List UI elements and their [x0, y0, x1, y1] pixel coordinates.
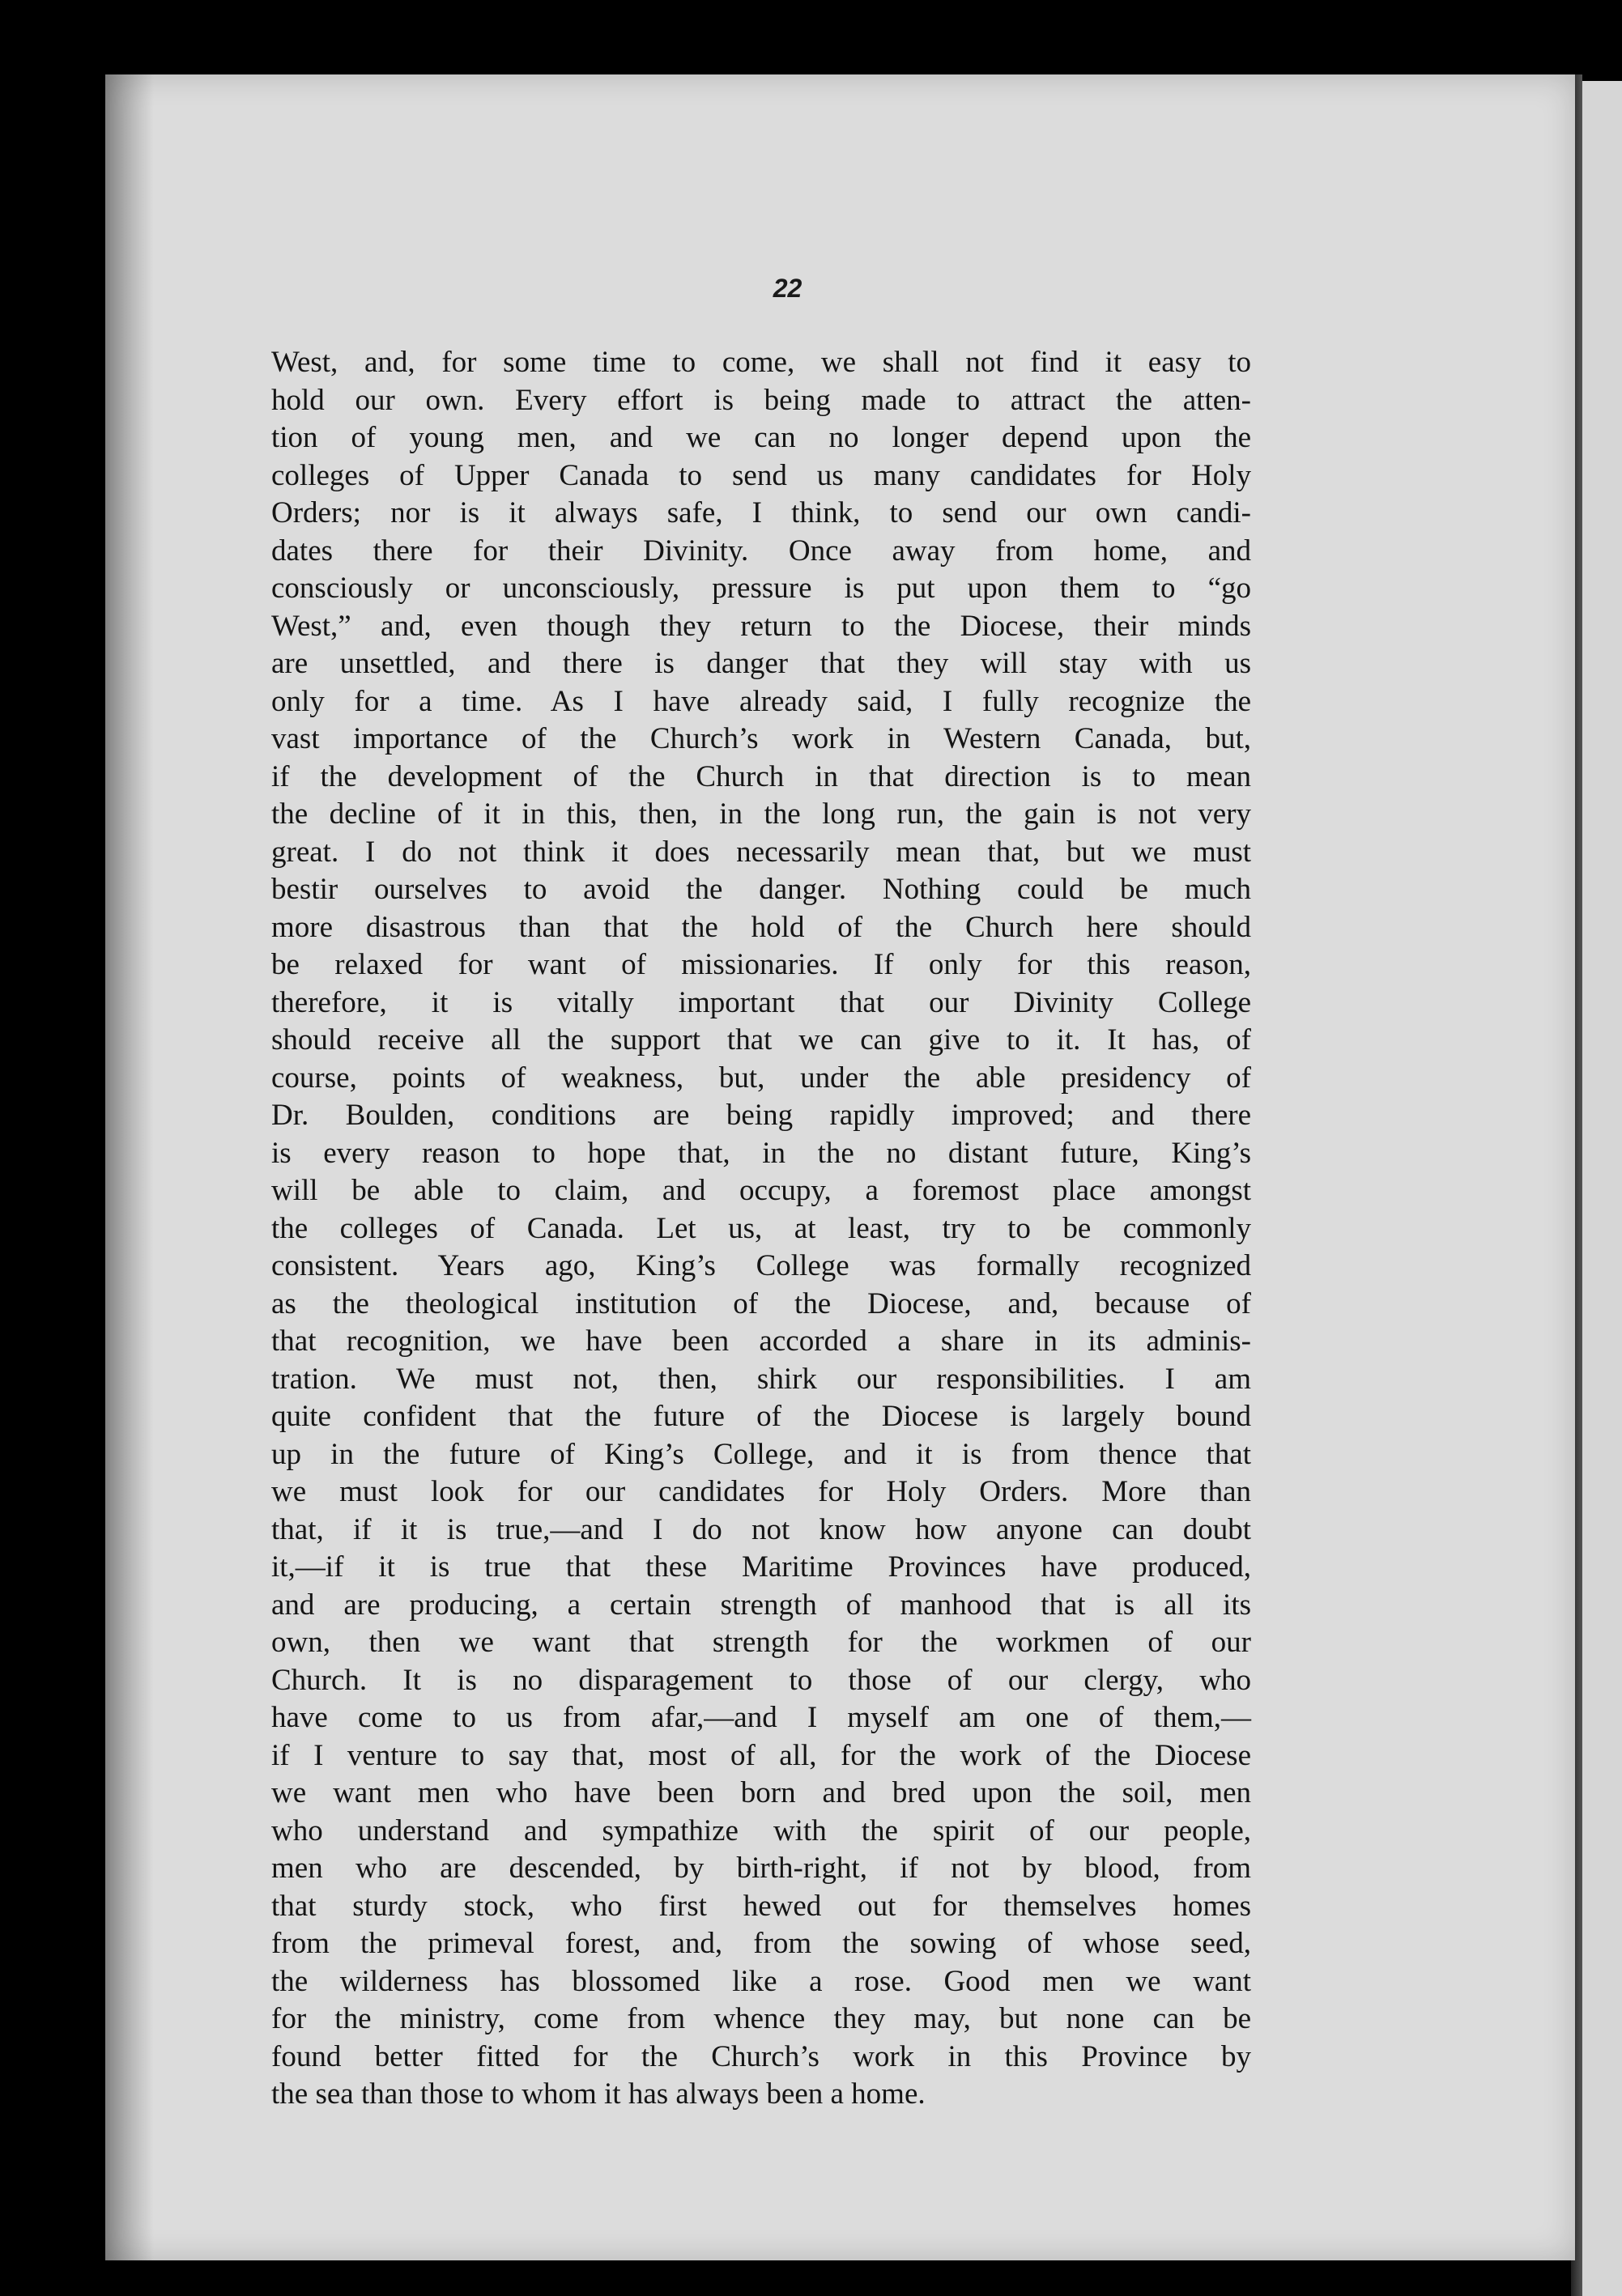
- text-line: tion of young men, and we can no longer depend upon the: [271, 421, 1251, 454]
- text-line: will be able to claim, and occupy, a foremost place amongst: [271, 1174, 1251, 1207]
- text-line: the sea than those to whom it has always been a home.: [271, 2077, 926, 2111]
- text-line: consistent. Years ago, King’s College was formally recognized: [271, 1249, 1251, 1282]
- text-line: should receive all the support that we can give to it. It has, of: [271, 1023, 1251, 1057]
- text-line: dates there for their Divinity. Once away from home, and: [271, 534, 1251, 568]
- text-line: and are producing, a certain strength of manhood that is all its: [271, 1588, 1251, 1622]
- text-line: Church. It is no disparagement to those of our clergy, who: [271, 1663, 1251, 1697]
- page-binding-shadow: [105, 74, 154, 2260]
- text-line: West, and, for some time to come, we shall not find it easy to: [271, 346, 1251, 379]
- text-line: tration. We must not, then, shirk our responsibilities. I am: [271, 1362, 1251, 1396]
- page-number: 22: [773, 274, 802, 303]
- text-line: quite confident that the future of the Diocese is largely bound: [271, 1400, 1251, 1433]
- text-line: the wilderness has blossomed like a rose. Good men we want: [271, 1964, 1251, 1998]
- text-line: we must look for our candidates for Holy Orders. More than: [271, 1475, 1251, 1508]
- text-line: therefore, it is vitally important that our Divinity College: [271, 985, 1251, 1019]
- body-text: [271, 344, 1251, 2114]
- text-line: be relaxed for want of missionaries. If only for this reason,: [271, 948, 1251, 981]
- text-line: have come to us from afar,—and I myself am one of them,—: [271, 1701, 1251, 1734]
- text-line: as the theological institution of the Diocese, and, because of: [271, 1286, 1251, 1320]
- text-line: colleges of Upper Canada to send us many candidates for Holy: [271, 458, 1251, 492]
- text-line: that, if it is true,—and I do not know how anyone can doubt: [271, 1512, 1251, 1546]
- text-line: own, then we want that strength for the workmen of our: [271, 1626, 1251, 1659]
- text-line: from the primeval forest, and, from the sowing of whose seed,: [271, 1927, 1251, 1960]
- text-line: course, points of weakness, but, under the able presidency of: [271, 1061, 1251, 1095]
- text-line: we want men who have been born and bred upon the soil, men: [271, 1776, 1251, 1809]
- text-line: Dr. Boulden, conditions are being rapidly improved; and there: [271, 1099, 1251, 1132]
- text-line: great. I do not think it does necessarily mean that, but we must: [271, 835, 1251, 869]
- text-line: men who are descended, by birth-right, if not by blood, from: [271, 1852, 1251, 1885]
- text-line: more disastrous than that the hold of the Church here should: [271, 910, 1251, 944]
- text-line: is every reason to hope that, in the no distant future, King’s: [271, 1136, 1251, 1170]
- text-line: the colleges of Canada. Let us, at least, try to be commonly: [271, 1211, 1251, 1245]
- text-line: it,—if it is true that these Maritime Provinces have produced,: [271, 1550, 1251, 1584]
- text-line: Orders; nor is it always safe, I think, to send our own candi-: [271, 496, 1251, 529]
- text-line: bestir ourselves to avoid the danger. Nothing could be much: [271, 873, 1251, 906]
- text-line: consciously or unconsciously, pressure is put upon them to “go: [271, 572, 1251, 605]
- text-line: if the development of the Church in that direction is to mean: [271, 759, 1251, 793]
- text-line: that recognition, we have been accorded a share in its adminis-: [271, 1324, 1251, 1358]
- text-line: West,” and, even though they return to the Diocese, their minds: [271, 609, 1251, 643]
- text-line: up in the future of King’s College, and it is from thence that: [271, 1437, 1251, 1471]
- text-line: who understand and sympathize with the spirit of our people,: [271, 1813, 1251, 1847]
- text-line: the decline of it in this, then, in the long run, the gain is not very: [271, 797, 1251, 831]
- text-line: if I venture to say that, most of all, for the work of the Diocese: [271, 1738, 1251, 1772]
- text-line: that sturdy stock, who first hewed out for themselves homes: [271, 1889, 1251, 1923]
- text-line: hold our own. Every effort is being made to attract the atten-: [271, 383, 1251, 417]
- text-line: are unsettled, and there is danger that they will stay with us: [271, 647, 1251, 680]
- text-line: vast importance of the Church’s work in Western Canada, but,: [271, 722, 1251, 755]
- text-line: for the ministry, come from whence they may, but none can be: [271, 2002, 1251, 2035]
- text-line: only for a time. As I have already said, I fully recognize the: [271, 684, 1251, 718]
- text-line: found better fitted for the Church’s work in this Province by: [271, 2039, 1251, 2073]
